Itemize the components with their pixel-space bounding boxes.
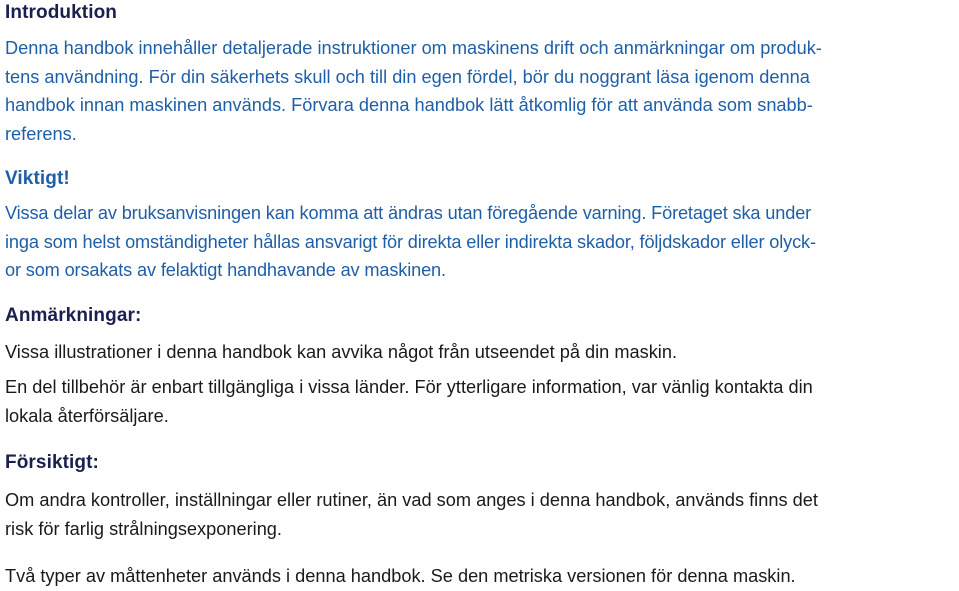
important-heading: Viktigt! <box>5 168 70 189</box>
notes-paragraph-1: Vissa illustrationer i denna handbok kan avvika något från utseendet på din maskin. <box>5 342 678 362</box>
caution-heading: Försiktigt: <box>5 452 99 473</box>
introduction-paragraph <box>5 34 822 148</box>
units-note: Två typer av måttenheter används i denna handbok. Se den metriska versionen för denna maskin. <box>5 566 796 586</box>
introduction-line: referens. <box>5 123 77 144</box>
notes-line: En del tillbehör är enbart tillgängliga i vissa länder. För ytterligare information, var vänlig kontakta din <box>5 377 813 397</box>
notes-paragraph-2 <box>5 373 813 430</box>
important-line: Vissa delar av bruksanvisningen kan komma att ändras utan föregående varning. Företaget ska under <box>5 203 812 223</box>
important-line: inga som helst omständigheter hållas ansvarigt för direkta eller indirekta skador, följdskador eller olyck- <box>5 231 816 252</box>
caution-paragraph <box>5 486 818 543</box>
important-paragraph <box>5 199 816 285</box>
notes-line: lokala återförsäljare. <box>5 405 169 426</box>
caution-line: Om andra kontroller, inställningar eller rutiner, än vad som anges i denna handbok, används finns det <box>5 490 818 510</box>
introduction-line: tens användning. För din säkerhets skull och till din egen fördel, bör du noggrant läsa igenom denna <box>5 66 810 87</box>
caution-line: risk för farlig strålningsexponering. <box>5 518 282 539</box>
introduction-line: handbok innan maskinen används. Förvara denna handbok lätt åtkomlig för att använda som snabb- <box>5 95 813 116</box>
introduction-heading: Introduktion <box>5 2 118 23</box>
introduction-line: Denna handbok innehåller detaljerade instruktioner om maskinens drift och anmärkningar om produk- <box>5 38 822 58</box>
notes-heading: Anmärkningar: <box>5 305 142 326</box>
important-line: or som orsakats av felaktigt handhavande av maskinen. <box>5 260 446 281</box>
